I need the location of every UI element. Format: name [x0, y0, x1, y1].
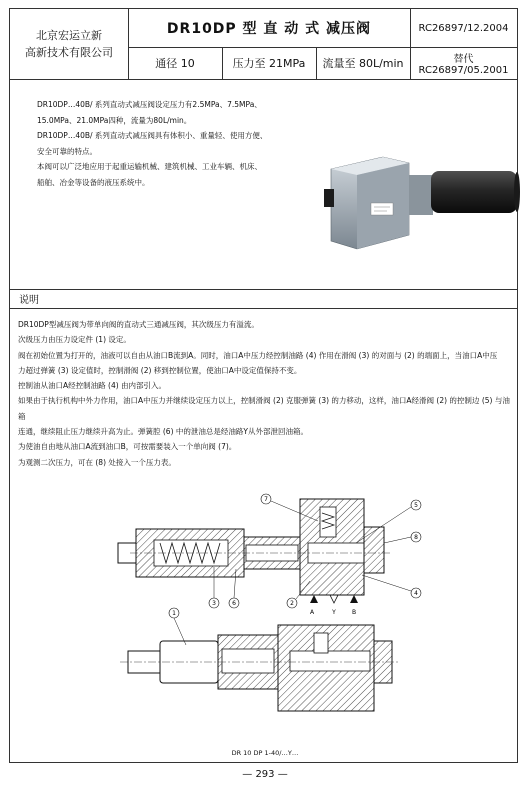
- port-label: A: [309, 609, 315, 616]
- company-name: [10, 9, 128, 79]
- callout-label: 6: [232, 600, 236, 607]
- nominal-diameter: 通径 10: [155, 57, 195, 70]
- intro-line: DR10DP…40B/ 系列直动式减压阀设定压力有2.5MPa、7.5MPa、: [37, 100, 262, 109]
- description-line: 阀在初始位置为打开的，油液可以自由从油口B流到A。同时，油口A中压力经控制油路 (4) 作用在滑阀 (3) 的对面与 (2) 的端面上，当油口A中压: [18, 350, 498, 360]
- section-title: 说明: [19, 295, 39, 306]
- description-line: 次级压力由压力设定件 (1) 设定。: [18, 335, 131, 345]
- intro-text: [37, 97, 307, 190]
- intro-line: 船舶、冶金等设备的液压系统中。: [37, 177, 150, 187]
- port-label: B: [351, 609, 357, 616]
- intro-line: 安全可靠的特点。: [37, 146, 97, 156]
- replaces-code: 替代 RC26897/05.2001: [418, 54, 509, 76]
- document-code: RC26897/12.2004: [418, 22, 509, 34]
- callout-label: 3: [212, 600, 216, 607]
- section-divider: [10, 289, 517, 309]
- max-pressure: 压力至 21MPa: [232, 57, 306, 70]
- company-line-2: 高新技术有限公司: [25, 46, 113, 59]
- description-line: 如果由于执行机构中外力作用，油口A中压力并继续设定压力以上，控制滑阀 (2) 克服弹簧 (3) 的力移动，这样，油口A经滑阀 (2) 的控制边 (5) 与油箱: [18, 396, 510, 421]
- description-line: 为观测二次压力，可在 (8) 处接入一个压力表。: [18, 457, 176, 467]
- callout-label: 4: [414, 590, 418, 597]
- description-line: 连通，继续阻止压力继续升高为止。弹簧腔 (6) 中的泄油总是经油路Y从外部泄回油箱。: [18, 427, 308, 437]
- callout-label: 7: [264, 496, 268, 503]
- datasheet-frame: [9, 8, 518, 763]
- intro-line: 15.0MPa、21.0MPa四种，流量为80L/min。: [37, 115, 192, 125]
- callout-label: 2: [290, 600, 294, 607]
- sectional-drawing: [110, 485, 450, 755]
- header-table: [10, 9, 517, 80]
- callout-label: 5: [414, 502, 418, 509]
- page-number: — 293 —: [242, 769, 288, 780]
- intro-line: 本阀可以广泛地应用于起重运输机械、建筑机械、工业车辆、机床、: [37, 162, 262, 171]
- intro-line: DR10DP…40B/ 系列直动式减压阀具有体积小、重量轻、使用方便、: [37, 131, 268, 140]
- callout-label: 1: [172, 610, 176, 617]
- product-title: DR10DP 型 直 动 式 减压阀: [166, 21, 372, 37]
- description-text: [18, 317, 510, 470]
- company-line-1: 北京宏运立新: [36, 29, 102, 42]
- product-photo: [323, 149, 520, 254]
- port-label: Y: [332, 609, 336, 616]
- description-line: 力超过弹簧 (3) 设定值时，控制滑阀 (2) 移到控制位置，使油口A中设定值保持不变。: [18, 365, 302, 375]
- drawing-caption: DR 10 DP 1-40/…Y…: [231, 749, 299, 757]
- max-flow: 流量至 80L/min: [322, 57, 404, 70]
- description-line: DR10DP型减压阀为带单向阀的直动式三通减压阀，其次级压力有溢流。: [18, 320, 259, 329]
- description-line: 控制油从油口A经控制油路 (4) 由内部引入。: [18, 381, 167, 391]
- callout-label: 8: [414, 534, 418, 541]
- description-line: 为使油自由地从油口A流到油口B，可按需要装入一个单向阀 (7)。: [18, 442, 237, 452]
